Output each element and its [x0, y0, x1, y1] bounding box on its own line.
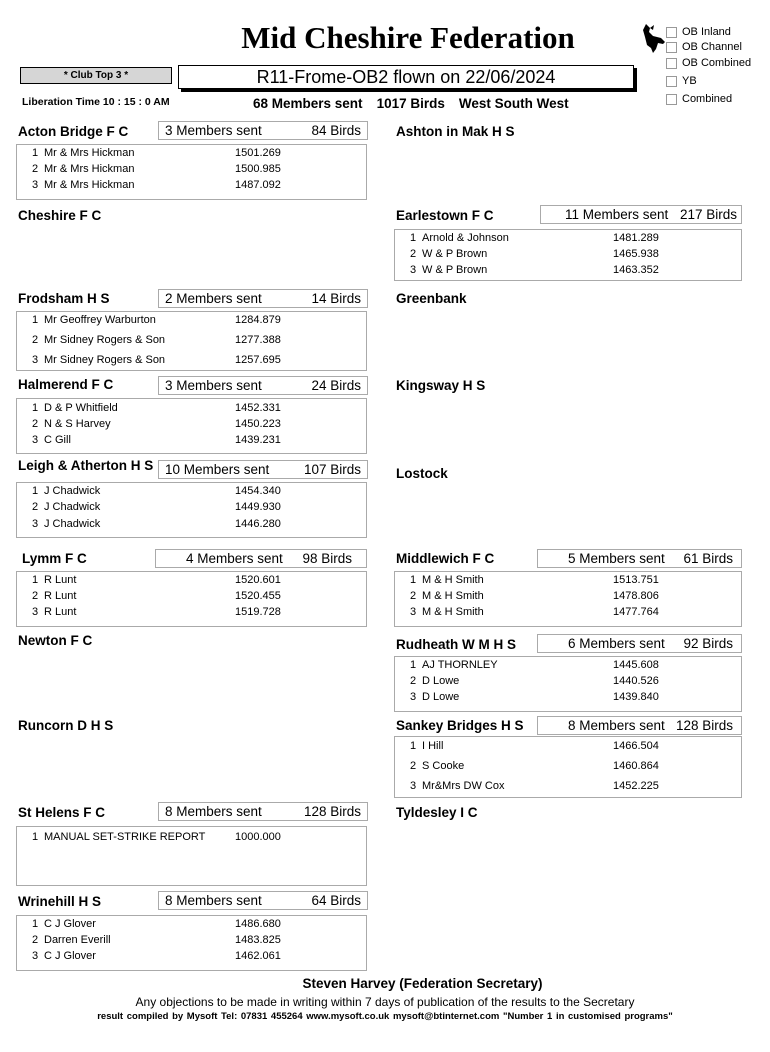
- club-sent-box: 3 Members sent 84 Birds: [158, 121, 368, 140]
- club-name: Middlewich F C: [396, 551, 495, 566]
- checkbox-icon[interactable]: [666, 42, 677, 53]
- club-top-label: * Club Top 3 *: [20, 67, 172, 84]
- objections-note: Any objections to be made in writing within 7 days of publication of the results to the Secretary: [135, 995, 635, 1009]
- federation-title: Mid Cheshire Federation: [241, 20, 575, 55]
- liberation-time: Liberation Time 10 : 15 : 0 AM: [22, 96, 170, 108]
- club-sent-box: 6 Members sent 92 Birds: [537, 634, 742, 653]
- checkbox-icon[interactable]: [666, 27, 677, 38]
- wind-direction: West South West: [458, 96, 569, 111]
- club-name: Cheshire F C: [18, 208, 102, 223]
- club-sent-box: 8 Members sent 128 Birds: [537, 716, 742, 735]
- club-sent-box: 5 Members sent 61 Birds: [537, 549, 742, 568]
- checkbox-icon[interactable]: [666, 94, 677, 105]
- club-sent-box: 3 Members sent 24 Birds: [158, 376, 368, 395]
- category-ob-combined[interactable]: OB Combined: [666, 56, 751, 70]
- club-name: Leigh & Atherton H S: [18, 458, 154, 473]
- pigeon-logo-icon: [641, 22, 667, 54]
- club-results: 1 R Lunt 1520.601 2 R Lunt 1520.455 3 R Lunt 1519.728: [16, 571, 367, 627]
- club-name: Ashton in Mak H S: [396, 124, 515, 139]
- checkbox-icon[interactable]: [666, 58, 677, 69]
- club-name: Acton Bridge F C: [18, 124, 129, 139]
- club-name: Runcorn D H S: [18, 718, 114, 733]
- category-ob-inland[interactable]: OB Inland: [666, 25, 731, 39]
- club-results: 1 MANUAL SET-STRIKE REPORT 1000.000: [16, 826, 367, 886]
- club-results: 1 Arnold & Johnson 1481.289 2 W & P Brown 1465.938 3 W & P Brown 1463.352: [394, 229, 742, 281]
- race-title: R11-Frome-OB2 flown on 22/06/2024: [178, 65, 634, 89]
- club-sent-box: 8 Members sent 64 Birds: [158, 891, 368, 910]
- club-results: 1 AJ THORNLEY 1445.608 2 D Lowe 1440.526 3 D Lowe 1439.840: [394, 656, 742, 712]
- club-sent-box: 8 Members sent 128 Birds: [158, 802, 368, 821]
- club-name: Greenbank: [396, 291, 467, 306]
- club-name: Kingsway H S: [396, 378, 486, 393]
- members-sent-total: 68 Members sent: [253, 96, 363, 111]
- secretary-name: Steven Harvey (Federation Secretary): [302, 976, 543, 991]
- club-name: Lostock: [396, 466, 448, 481]
- club-results: 1 M & H Smith 1513.751 2 M & H Smith 1478.806 3 M & H Smith 1477.764: [394, 571, 742, 627]
- club-name: Wrinehill H S: [18, 894, 102, 909]
- category-yb[interactable]: YB: [666, 74, 697, 88]
- birds-total: 1017 Birds: [376, 96, 445, 111]
- club-name: Sankey Bridges H S: [396, 718, 524, 733]
- club-name: Halmerend F C: [18, 377, 114, 392]
- club-sent-box: 2 Members sent 14 Birds: [158, 289, 368, 308]
- club-name: Earlestown F C: [396, 208, 494, 223]
- club-sent-box: 11 Members sent 217 Birds: [540, 205, 742, 224]
- club-name: Rudheath W M H S: [396, 637, 516, 652]
- club-name: St Helens F C: [18, 805, 106, 820]
- compiler-info: result compiled by Mysoft Tel: 07831 455264 www.mysoft.co.uk mysoft@btinternet.com "Number 1 in customised programs": [97, 1011, 673, 1022]
- club-name: Lymm F C: [22, 551, 87, 566]
- checkbox-icon[interactable]: [666, 76, 677, 87]
- category-combined[interactable]: Combined: [666, 92, 732, 106]
- race-summary: [253, 96, 583, 111]
- club-name: Tyldesley I C: [396, 805, 478, 820]
- club-results: 1 Mr Geoffrey Warburton 1284.879 2 Mr Sidney Rogers & Son 1277.388 3 Mr Sidney Rogers & Son 1257.695: [16, 311, 367, 371]
- club-results: 1 J Chadwick 1454.340 2 J Chadwick 1449.930 3 J Chadwick 1446.280: [16, 482, 367, 538]
- club-name: Newton F C: [18, 633, 93, 648]
- club-sent-box: 4 Members sent 98 Birds: [155, 549, 367, 568]
- club-results: 1 D & P Whitfield 1452.331 2 N & S Harvey 1450.223 3 C Gill 1439.231: [16, 398, 367, 454]
- club-results: 1 C J Glover 1486.680 2 Darren Everill 1483.825 3 C J Glover 1462.061: [16, 915, 367, 971]
- club-results: 1 Mr & Mrs Hickman 1501.269 2 Mr & Mrs Hickman 1500.985 3 Mr & Mrs Hickman 1487.092: [16, 144, 367, 200]
- club-name: Frodsham H S: [18, 291, 110, 306]
- club-results: 1 I Hill 1466.504 2 S Cooke 1460.864 3 Mr&Mrs DW Cox 1452.225: [394, 736, 742, 798]
- category-ob-channel[interactable]: OB Channel: [666, 40, 742, 54]
- club-sent-box: 10 Members sent 107 Birds: [158, 460, 368, 479]
